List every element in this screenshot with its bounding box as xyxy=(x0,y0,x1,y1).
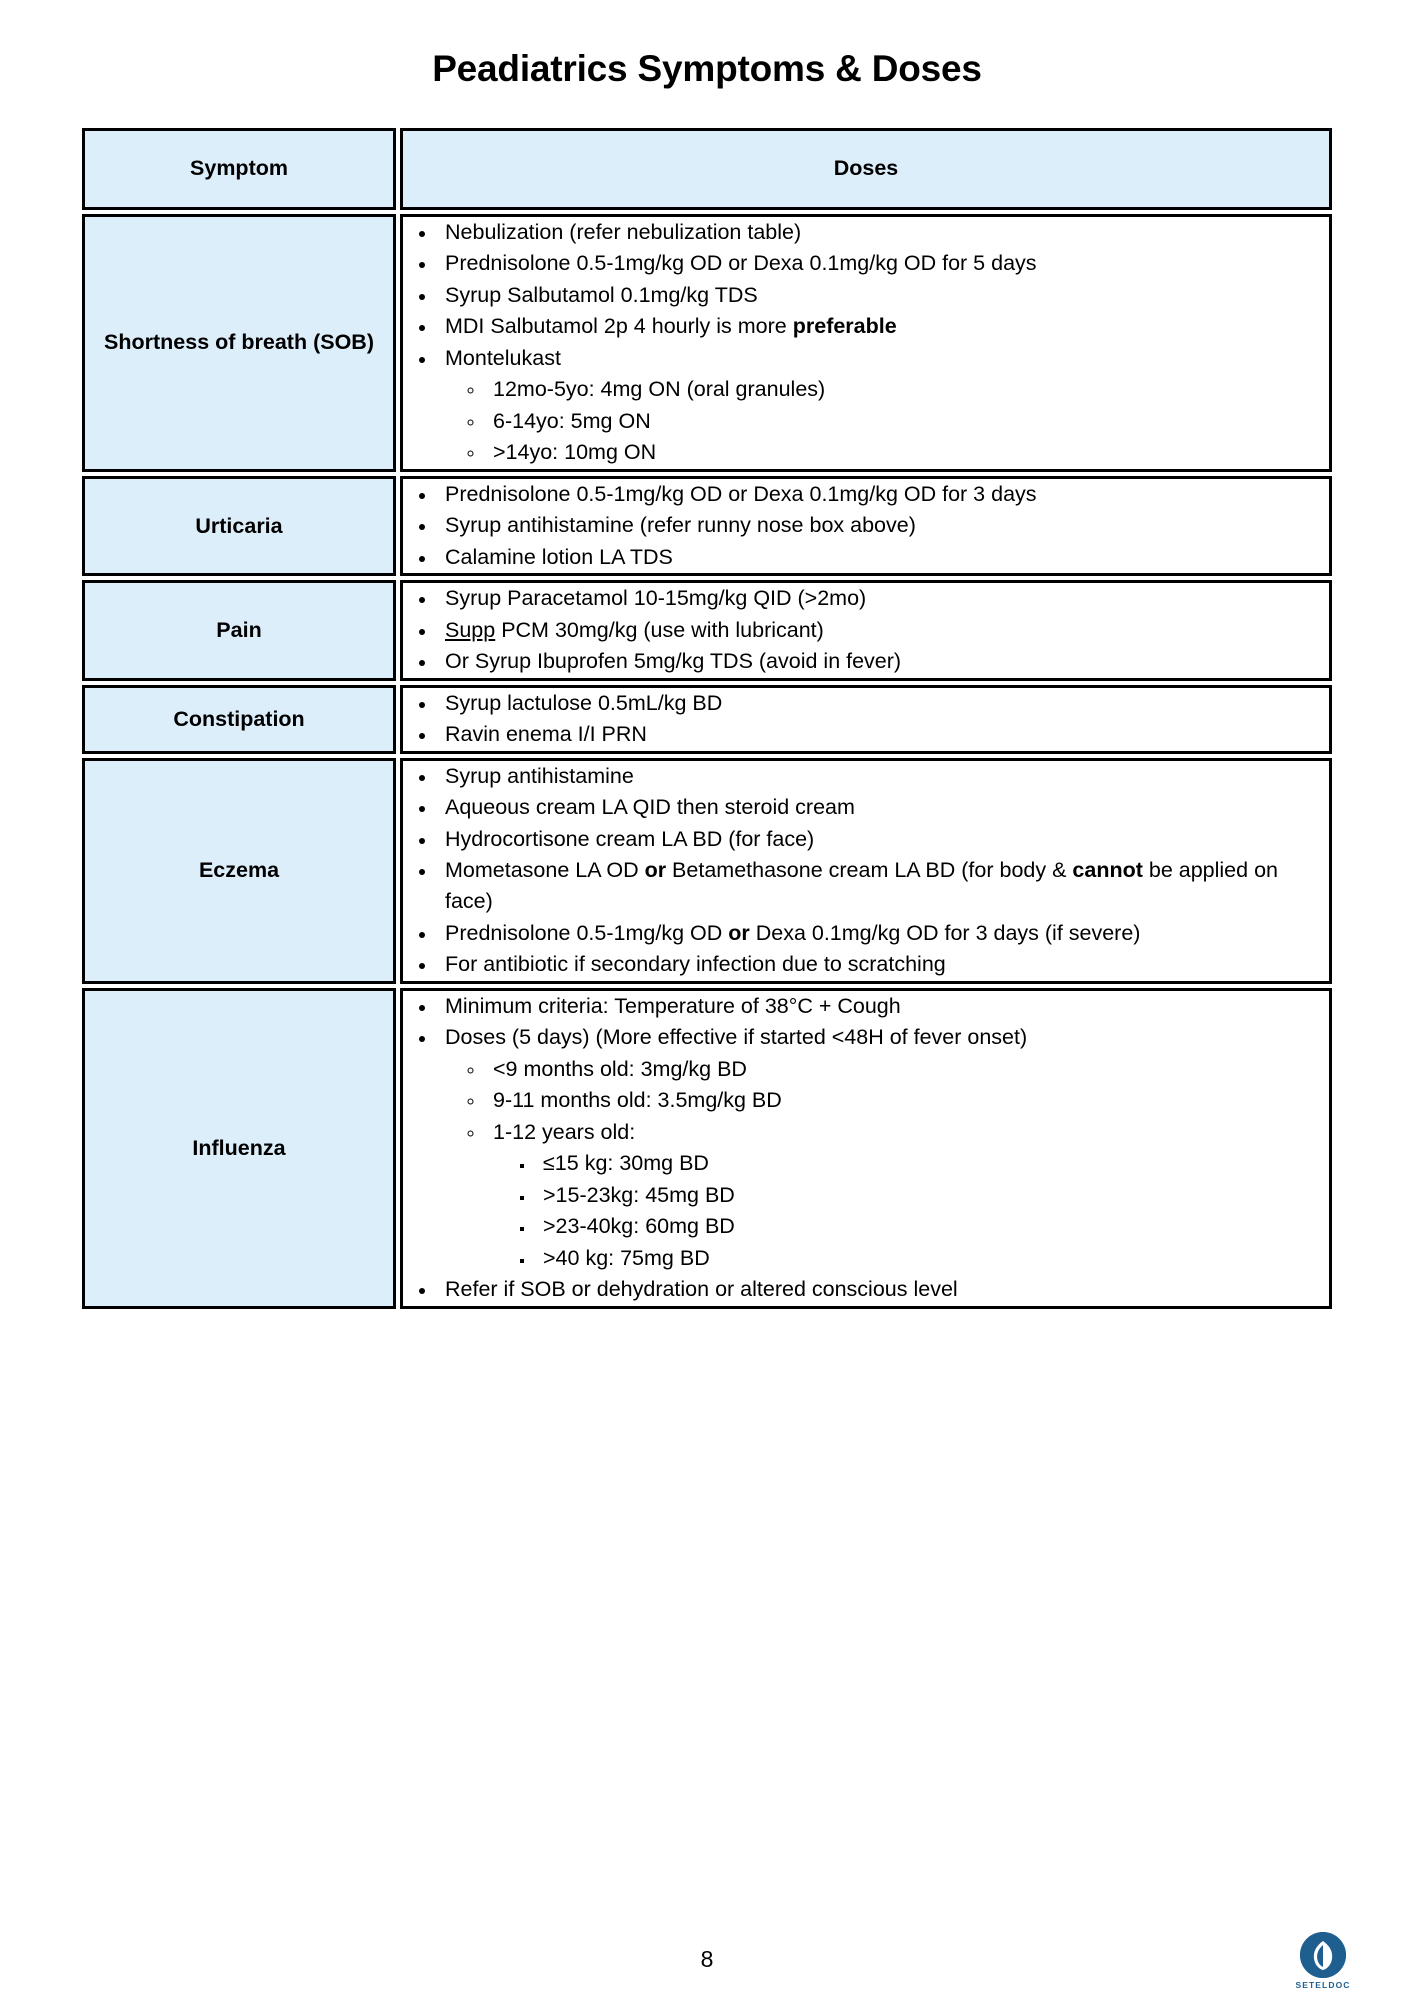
dose-item xyxy=(437,248,1329,279)
dose-item xyxy=(437,688,1329,719)
symptoms-doses-table-wrapper xyxy=(78,124,1336,1313)
dose-item xyxy=(535,1211,1329,1242)
dose-item-text: Or Syrup Ibuprofen 5mg/kg TDS (avoid in fever) xyxy=(445,649,902,674)
dose-item-text: Minimum criteria: Temperature of 38°C + Cough xyxy=(445,993,901,1018)
dose-item xyxy=(437,510,1329,541)
dose-item-text: For antibiotic if secondary infection due to scratching xyxy=(445,952,946,977)
dose-item-text: Prednisolone 0.5-1mg/kg OD or Dexa 0.1mg/kg OD for 3 days (if severe) xyxy=(445,920,1141,945)
dose-item xyxy=(485,406,1329,437)
table-row xyxy=(82,580,1332,681)
dose-item xyxy=(437,542,1329,573)
dose-item-text: 1-12 years old: xyxy=(493,1119,636,1144)
symptom-cell: Eczema xyxy=(82,758,396,984)
dose-item xyxy=(437,792,1329,823)
dose-item-text: Supp PCM 30mg/kg (use with lubricant) xyxy=(445,617,824,642)
table-row xyxy=(82,988,1332,1309)
dose-item-text: Montelukast xyxy=(445,345,561,370)
dose-item-text: ≤15 kg: 30mg BD xyxy=(543,1151,709,1176)
brand-name: SETELDOC xyxy=(1295,1980,1351,1990)
dose-item xyxy=(437,949,1329,980)
table-body xyxy=(82,214,1332,1309)
dose-item xyxy=(437,615,1329,646)
table-row xyxy=(82,758,1332,984)
dose-list xyxy=(403,583,1329,677)
dose-sublist-1 xyxy=(445,1054,1329,1274)
dose-item-text: Prednisolone 0.5-1mg/kg OD or Dexa 0.1mg/kg OD for 3 days xyxy=(445,481,1037,506)
column-header-symptom: Symptom xyxy=(82,128,396,210)
symptom-cell: Shortness of breath (SOB) xyxy=(82,214,396,472)
dose-item xyxy=(437,311,1329,342)
dose-item xyxy=(437,918,1329,949)
table-row xyxy=(82,685,1332,754)
doses-cell xyxy=(400,580,1332,681)
dose-sublist-2 xyxy=(493,1148,1329,1273)
table-header xyxy=(82,128,1332,210)
page-number: 8 xyxy=(700,1946,714,1972)
symptom-cell: Urticaria xyxy=(82,476,396,577)
dose-item-text: Doses (5 days) (More effective if started <48H of fever onset) xyxy=(445,1025,1028,1050)
doses-cell xyxy=(400,476,1332,577)
dose-list xyxy=(403,991,1329,1305)
dose-item-text: Mometasone LA OD or Betamethasone cream LA BD (for body & cannot be applied on face) xyxy=(445,858,1278,913)
table-row xyxy=(82,476,1332,577)
dose-item-text: 9-11 months old: 3.5mg/kg BD xyxy=(493,1088,782,1113)
page-title: Peadiatrics Symptoms & Doses xyxy=(432,48,982,89)
dose-item xyxy=(437,343,1329,468)
dose-item-text: Calamine lotion LA TDS xyxy=(445,544,673,569)
dose-list xyxy=(403,761,1329,980)
dose-item-text: Syrup lactulose 0.5mL/kg BD xyxy=(445,690,723,715)
dose-item-text: 6-14yo: 5mg ON xyxy=(493,408,651,433)
dose-item-text: >14yo: 10mg ON xyxy=(493,440,657,465)
symptom-cell: Constipation xyxy=(82,685,396,754)
doses-cell xyxy=(400,988,1332,1309)
doses-cell xyxy=(400,685,1332,754)
dose-item-text: Ravin enema I/I PRN xyxy=(445,722,647,747)
seteldoc-logo-icon xyxy=(1300,1932,1346,1978)
dose-item xyxy=(437,855,1329,916)
dose-item xyxy=(535,1148,1329,1179)
doses-cell xyxy=(400,758,1332,984)
dose-item xyxy=(437,991,1329,1022)
dose-item xyxy=(437,646,1329,677)
dose-item-text: Nebulization (refer nebulization table) xyxy=(445,219,802,244)
dose-item xyxy=(485,1085,1329,1116)
dose-item-text: MDI Salbutamol 2p 4 hourly is more preferable xyxy=(445,314,897,339)
dose-item-text: Syrup Paracetamol 10-15mg/kg QID (>2mo) xyxy=(445,586,867,611)
dose-item xyxy=(437,1022,1329,1273)
dose-list xyxy=(403,217,1329,468)
dose-item xyxy=(485,1117,1329,1274)
dose-item xyxy=(437,217,1329,248)
dose-item xyxy=(535,1180,1329,1211)
symptom-cell: Influenza xyxy=(82,988,396,1309)
dose-list xyxy=(403,688,1329,750)
dose-item xyxy=(535,1243,1329,1274)
column-header-doses: Doses xyxy=(400,128,1332,210)
dose-item-text: Syrup Salbutamol 0.1mg/kg TDS xyxy=(445,282,758,307)
dose-item xyxy=(437,479,1329,510)
dose-item-text: >23-40kg: 60mg BD xyxy=(543,1214,735,1239)
dose-item-text: Syrup antihistamine xyxy=(445,763,634,788)
dose-item-text: Refer if SOB or dehydration or altered conscious level xyxy=(445,1277,958,1302)
doses-cell xyxy=(400,214,1332,472)
dose-item-text: Hydrocortisone cream LA BD (for face) xyxy=(445,826,815,851)
dose-item xyxy=(485,1054,1329,1085)
dose-item-text: <9 months old: 3mg/kg BD xyxy=(493,1056,747,1081)
symptoms-doses-table xyxy=(78,124,1336,1313)
dose-item xyxy=(437,583,1329,614)
brand-logo xyxy=(1284,1932,1362,1990)
dose-item xyxy=(437,1274,1329,1305)
dose-item xyxy=(437,719,1329,750)
table-header-row xyxy=(82,128,1332,210)
dose-item xyxy=(485,374,1329,405)
dose-sublist-1 xyxy=(445,374,1329,468)
dose-item xyxy=(437,761,1329,792)
dose-item xyxy=(437,824,1329,855)
dose-item xyxy=(437,280,1329,311)
dose-item-text: >15-23kg: 45mg BD xyxy=(543,1182,735,1207)
symptom-cell: Pain xyxy=(82,580,396,681)
table-row xyxy=(82,214,1332,472)
page-footer xyxy=(0,1928,1414,2000)
dose-item-text: Syrup antihistamine (refer runny nose box above) xyxy=(445,513,916,538)
dose-item-text: >40 kg: 75mg BD xyxy=(543,1245,710,1270)
dose-item-text: Prednisolone 0.5-1mg/kg OD or Dexa 0.1mg/kg OD for 5 days xyxy=(445,251,1037,276)
dose-item xyxy=(485,437,1329,468)
dose-item-text: 12mo-5yo: 4mg ON (oral granules) xyxy=(493,377,826,402)
dose-list xyxy=(403,479,1329,573)
dose-item-text: Aqueous cream LA QID then steroid cream xyxy=(445,795,855,820)
